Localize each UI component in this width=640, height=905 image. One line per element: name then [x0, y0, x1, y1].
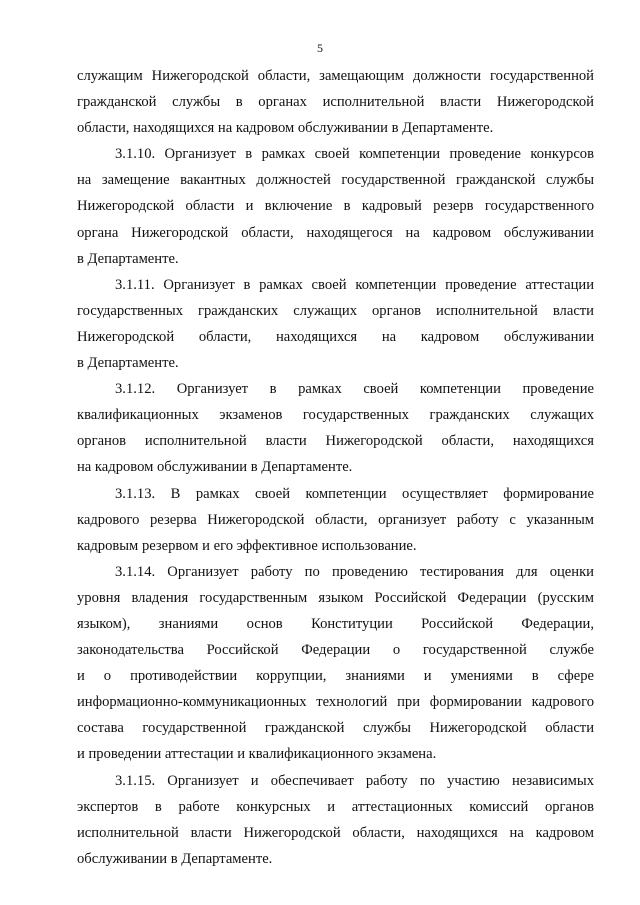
text-line: служащим Нижегородской области, замещающим должности государственной — [77, 68, 594, 84]
document-body — [77, 63, 594, 872]
paragraph-3-1-11 — [77, 272, 594, 376]
text-line: и о противодействии коррупции, знаниями и умениями в сфере — [77, 668, 594, 685]
text-line: органов исполнительной власти Нижегородской области, находящихся — [77, 433, 594, 450]
text-line: государственных гражданских служащих органов исполнительной власти — [77, 302, 594, 319]
paragraph-3-1-13 — [77, 481, 594, 559]
text-line: Нижегородской области, находящихся на кадровом обслуживании — [77, 328, 594, 345]
text-line: и проведении аттестации и квалификационного экзамена. — [77, 746, 437, 763]
text-line: языком), знаниями основ Конституции Российской Федерации, — [77, 615, 594, 632]
text-line: экспертов в работе конкурсных и аттестационных комиссий органов — [77, 798, 594, 815]
text-line: области, находящихся на кадровом обслуживании в Департаменте. — [77, 120, 494, 137]
text-line: состава государственной гражданской службы Нижегородской области — [77, 720, 594, 737]
page-number: 5 — [317, 41, 323, 55]
paragraph-3-1-10 — [77, 141, 594, 271]
text-line: на кадровом обслуживании в Департаменте. — [77, 459, 353, 476]
text-line: обслуживании в Департаменте. — [77, 850, 273, 867]
text-line: 3.1.10. Организует в рамках своей компетенции проведение конкурсов — [115, 146, 594, 163]
text-line: 3.1.14. Организует работу по проведению тестирования для оценки — [115, 563, 594, 580]
text-line: 3.1.13. В рамках своей компетенции осуществляет формирование — [115, 485, 594, 502]
text-line: кадровым резервом и его эффективное использование. — [77, 537, 417, 554]
text-line: 3.1.15. Организует и обеспечивает работу по участию независимых — [115, 772, 594, 789]
text-line: информационно-коммуникационных технологий при формировании кадрового — [77, 694, 594, 711]
text-line: в Департаменте. — [77, 250, 179, 267]
text-line: законодательства Российской Федерации о государственной службе — [77, 642, 594, 659]
text-line: Нижегородской области и включение в кадровый резерв государственного — [77, 198, 594, 215]
text-line: 3.1.11. Организует в рамках своей компетенции проведение аттестации — [115, 276, 594, 293]
text-line: в Департаменте. — [77, 355, 179, 372]
text-line: кадрового резерва Нижегородской области, организует работу с указанным — [77, 511, 594, 528]
text-line: органа Нижегородской области, находящегося на кадровом обслуживании — [77, 224, 594, 241]
text-line: квалификационных экзаменов государственных гражданских служащих — [77, 407, 594, 424]
text-line: уровня владения государственным языком Российской Федерации (русским — [77, 589, 594, 606]
paragraph-3-1-14 — [77, 559, 594, 768]
text-line: гражданской службы в органах исполнительной власти Нижегородской — [77, 94, 594, 111]
text-line: 3.1.12. Организует в рамках своей компетенции проведение — [115, 381, 594, 398]
text-line: исполнительной власти Нижегородской области, находящихся на кадровом — [77, 824, 594, 841]
paragraph-3-1-15 — [77, 768, 594, 872]
paragraph-3-1-12 — [77, 376, 594, 480]
paragraph-continuation — [77, 63, 594, 141]
text-line: на замещение вакантных должностей государственной гражданской службы — [77, 172, 594, 189]
